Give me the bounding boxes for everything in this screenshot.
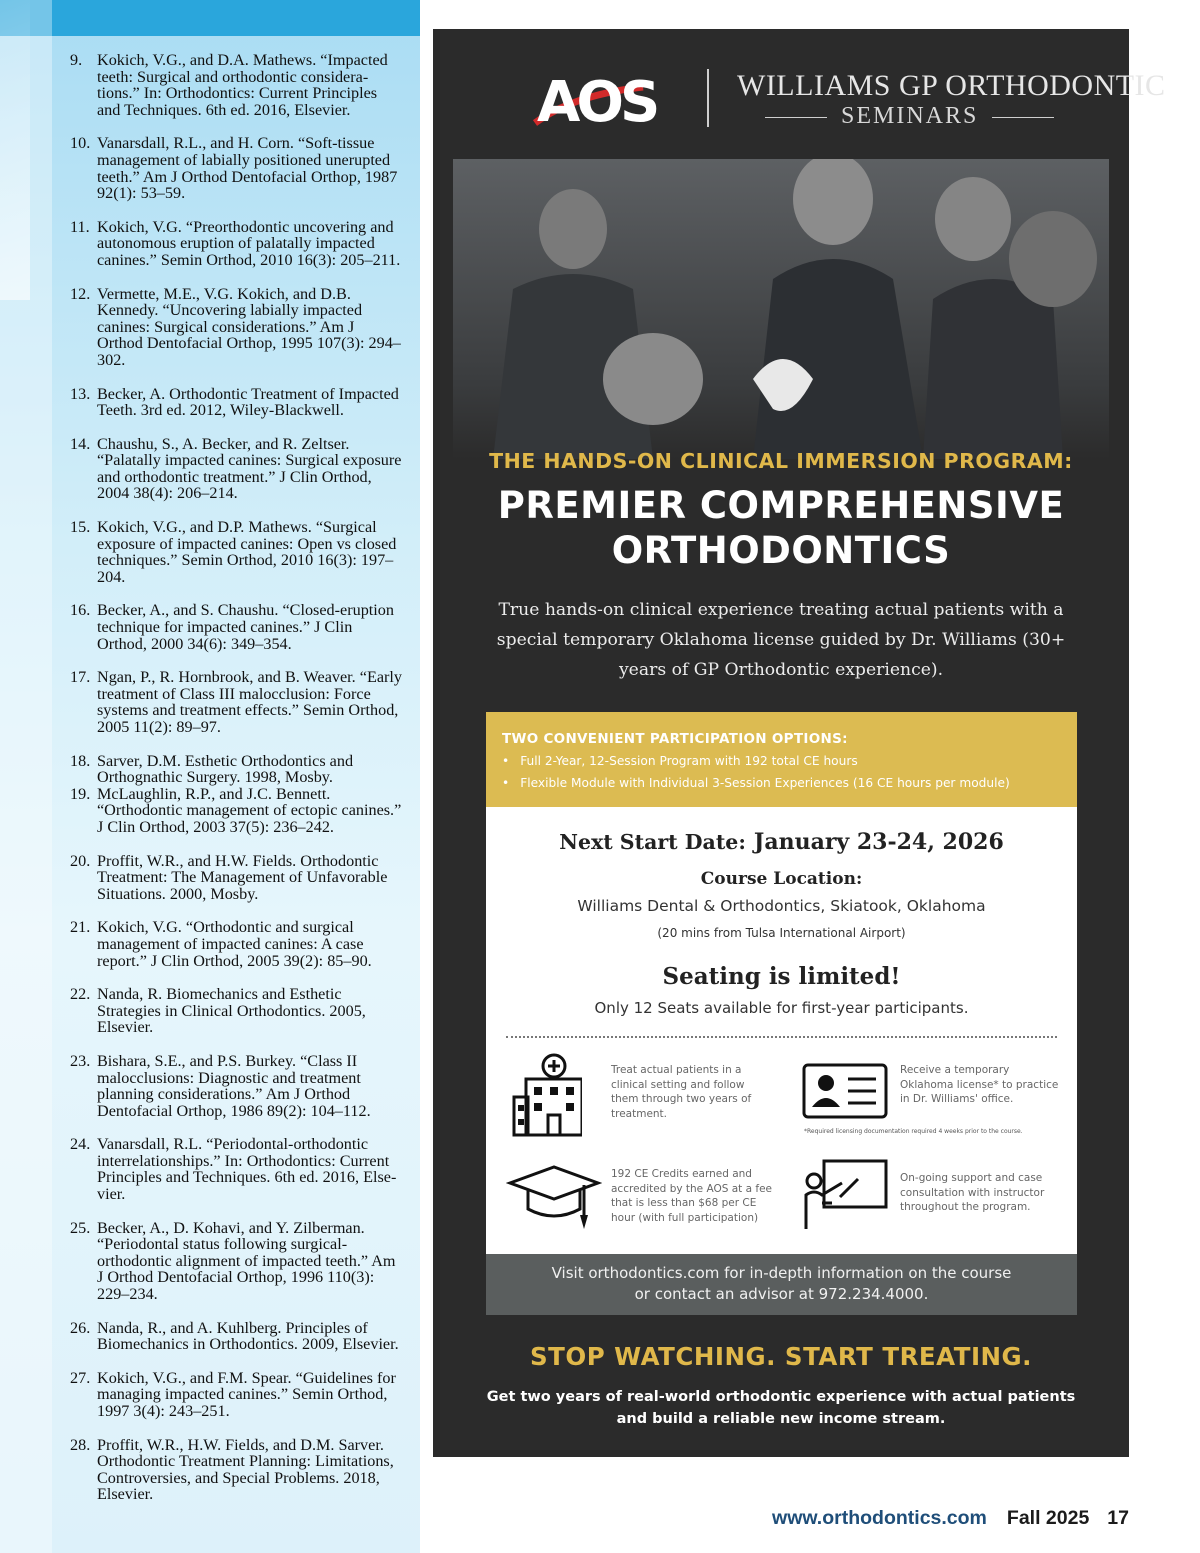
reference-number: 22. [70,985,91,1004]
options-box [486,712,1077,807]
top-color-bar [0,0,420,36]
reference-text: Sarver, D.M. Esthetic Orthodontics and Orthognathic Surgery. 1998, Mosby. [97,751,354,787]
reference-text: Kokich, V.G., and F.M. Spear. “Guidelines for managing impacted canines.” Semin Orthod, 1997 3(4): 243–251. [97,1368,396,1420]
williams-logo-text: WILLIAMS GP ORTHODONTIC [737,69,1166,102]
option-item: • Full 2-Year, 12-Session Program with 192 total CE hours [502,750,1010,772]
program-subheading: THE HANDS-ON CLINICAL IMMERSION PROGRAM: [489,449,1073,473]
logo-row [433,65,1166,137]
course-location-label: Course Location: [700,869,863,889]
reference-list [70,52,404,1520]
visit-line: Visit orthodontics.com for in-depth information on the course [551,1264,1012,1282]
next-start-label: Next Start Date: [559,830,746,854]
aos-logo-text: AOS [537,70,657,135]
reference-text: Bishara, S.E., and P.S. Burkey. “Class II malocclusions: Diagnostic and treatment planning considerations.” Am J Orthod Dentofacial Orthop, 1986 89(2): 104–112. [97,1051,371,1120]
page-number: 17 [1107,1507,1129,1529]
visit-line: or contact an advisor at 972.234.4000. [634,1285,929,1303]
reference-text: Kokich, V.G. “Orthodontic and surgical management of impacted canines: A case report.” J Clin Orthod, 2005 39(2): 85–90. [97,918,372,970]
reference-text: Kokich, V.G. “Preorthodontic uncovering and autonomous eruption of palatally impacted canines.” Semin Orthod, 2010 16(3): 205–211. [97,217,401,269]
reference-text: Proffit, W.R., and H.W. Fields. Orthodontic Treatment: The Management of Unfavorable Situations. 2000, Mosby. [97,851,388,903]
feature-text: 192 CE Credits earned and accredited by the AOS at a fee that is less than $68 per CE hour (with full participation) [611,1168,773,1224]
reference-item [70,219,404,269]
decorative-stripe [0,0,30,300]
options-list [502,750,1010,794]
reference-item [70,1136,404,1202]
reference-text: Nanda, R. Biomechanics and Esthetic Strategies in Clinical Orthodontics. 2005, Elsevier. [97,985,366,1037]
reference-number: 23. [70,1051,91,1070]
option-item: • Flexible Module with Individual 3-Session Experiences (16 CE hours per module) [502,772,1010,794]
reference-item [70,669,404,735]
footer-issue: Fall 2025 [1006,1507,1090,1529]
reference-number: 26. [70,1318,91,1337]
details-card [486,807,1077,1254]
reference-number: 14. [70,434,91,453]
reference-text: Ngan, P., R. Hornbrook, and B. Weaver. “Early treatment of Class III malocclusion: Force systems and treatment effects.” Semin Orthod, 2005 11(2): 89–97. [97,668,402,736]
page-footer [772,1507,1129,1530]
reference-item [70,853,404,903]
seating-subtitle: Only 12 Seats available for first-year participants. [594,999,969,1017]
logo-divider [707,69,709,127]
reference-item [70,52,404,118]
feature-text: On-going support and case consultation with instructor throughout the program. [900,1172,1045,1213]
reference-item [70,919,404,969]
reference-number: 11. [70,217,90,236]
reference-number: 16. [70,601,91,620]
reference-item [70,786,404,836]
feature-text: Treat actual patients in a clinical setting and follow them through two years of treatment. [611,1064,752,1120]
reference-number: 18. [70,751,91,770]
reference-text: Proffit, W.R., H.W. Fields, and D.M. Sarver. Orthodontic Treatment Planning: Limitations, Controversies, and Special Problems. 2018, Elsevier. [97,1435,394,1504]
reference-text: Vanarsdall, R.L. “Periodontal-orthodontic interrelationships.” In: Orthodontics: Current Principles and Techniques. 6th ed. 2016, Elsevier. [97,1135,397,1204]
reference-item [70,519,404,585]
reference-number: 13. [70,384,91,403]
closing-line: Get two years of real-world orthodontic experience with actual patients [486,1389,1076,1405]
reference-text: Vanarsdall, R.L., and H. Corn. “Soft-tissue management of labially positioned unerupted teeth.” Am J Orthod Dentofacial Orthop, 1987 92(1): 53–59. [97,134,398,203]
reference-number: 17. [70,668,91,687]
reference-text: McLaughlin, R.P., and J.C. Bennett. “Orthodontic management of ectopic canines.” J Clin Orthod, 2003 37(5): 236–242. [97,784,402,836]
reference-text: Becker, A., and S. Chaushu. “Closed-eruption technique for impacted canines.” J Clin Orthod, 2000 34(6): 349–354. [97,601,394,653]
license-footnote: *Required licensing documentation required 4 weeks prior to the course. [804,1128,1023,1135]
reference-item [70,1320,404,1353]
program-heading [433,483,1129,573]
reference-number: 25. [70,1218,91,1237]
reference-number: 21. [70,918,91,937]
reference-item [70,386,404,419]
reference-number: 12. [70,284,91,303]
reference-item [70,286,404,369]
next-start-value: January 23-24, 2026 [753,829,1004,855]
reference-number: 27. [70,1368,91,1387]
reference-item [70,602,404,652]
reference-text: Chaushu, S., A. Becker, and R. Zeltser. “Palatally impacted canines: Surgical exposure and orthodontic treatment.” J Clin Orthod, 2004 38(4): 206–214. [97,434,402,503]
reference-number: 10. [70,134,91,153]
reference-item [70,436,404,502]
seminars-label: SEMINARS [841,103,979,129]
options-title: TWO CONVENIENT PARTICIPATION OPTIONS: [502,731,848,747]
reference-number: 15. [70,518,91,537]
teacher-board-icon [802,1159,888,1231]
reference-number: 20. [70,851,91,870]
footer-url[interactable]: www.orthodontics.com [772,1507,987,1529]
heading-line: PREMIER COMPREHENSIVE [497,484,1065,527]
stop-watching-slogan: STOP WATCHING. START TREATING. [530,1342,1032,1371]
next-start-date [486,829,1077,855]
reference-text: Becker, A. Orthodontic Treatment of Impacted Teeth. 3rd ed. 2012, Wiley-Blackwell. [97,384,399,420]
visit-banner [486,1254,1077,1315]
reference-item [70,1437,404,1503]
reference-item [70,986,404,1036]
reference-number: 28. [70,1435,91,1454]
reference-item [70,135,404,201]
reference-number: 19. [70,784,91,803]
heading-line: ORTHODONTICS [611,529,951,572]
dotted-divider [506,1036,1057,1038]
reference-item [70,1053,404,1119]
feature-text: Receive a temporary Oklahoma license* to practice in Dr. Williams' office. [900,1064,1059,1105]
seminars-logo-text [751,103,1068,130]
reference-text: Kokich, V.G., and D.A. Mathews. “Impacted teeth: Surgical and orthodontic considerations.” In: Orthodontics: Current Principles and Techniques. 6th ed. 2016, Elsevier. [97,51,388,119]
graduation-cap-icon [506,1163,602,1233]
reference-text: Nanda, R., and A. Kuhlberg. Principles of Biomechanics in Orthodontics. 2009, Elsevier. [97,1318,399,1354]
id-card-icon [802,1063,888,1119]
reference-text: Kokich, V.G., and D.P. Mathews. “Surgical exposure of impacted canines: Open vs closed techniques.” Semin Orthod, 2010 16(3): 197–204. [97,518,397,586]
reference-number: 24. [70,1135,91,1154]
reference-text: Vermette, M.E., V.G. Kokich, and D.B. Kennedy. “Uncovering labially impacted canines: Surgical considerations.” Am J Orthod Dentofacial Orthop, 1995 107(3): 294–302. [97,284,401,369]
hospital-icon [512,1053,582,1137]
clinic-photo [453,159,1109,459]
reference-item [70,753,404,786]
closing-line: and build a reliable new income stream. [616,1411,946,1427]
seating-title: Seating is limited! [662,963,901,990]
aos-logo [533,65,678,135]
course-location: Williams Dental & Orthodontics, Skiatook, Oklahoma [577,897,986,915]
program-intro: True hands-on clinical experience treating actual patients with a special temporary Oklahoma license guided by Dr. Williams (30+ years of GP Orthodontic experience). [496,600,1066,680]
reference-item [70,1220,404,1303]
course-location-note: (20 mins from Tulsa International Airport) [657,926,906,940]
reference-number: 9. [70,51,83,69]
reference-item [70,1370,404,1420]
advertisement [433,29,1166,1457]
reference-text: Becker, A., D. Kohavi, and Y. Zilberman. “Periodontal status following surgical-orthodontic alignment of impacted teeth.” Am J Orthod Dentofacial Orthop, 1996 110(3): 229–234. [97,1218,396,1304]
closing-pitch [463,1386,1099,1430]
